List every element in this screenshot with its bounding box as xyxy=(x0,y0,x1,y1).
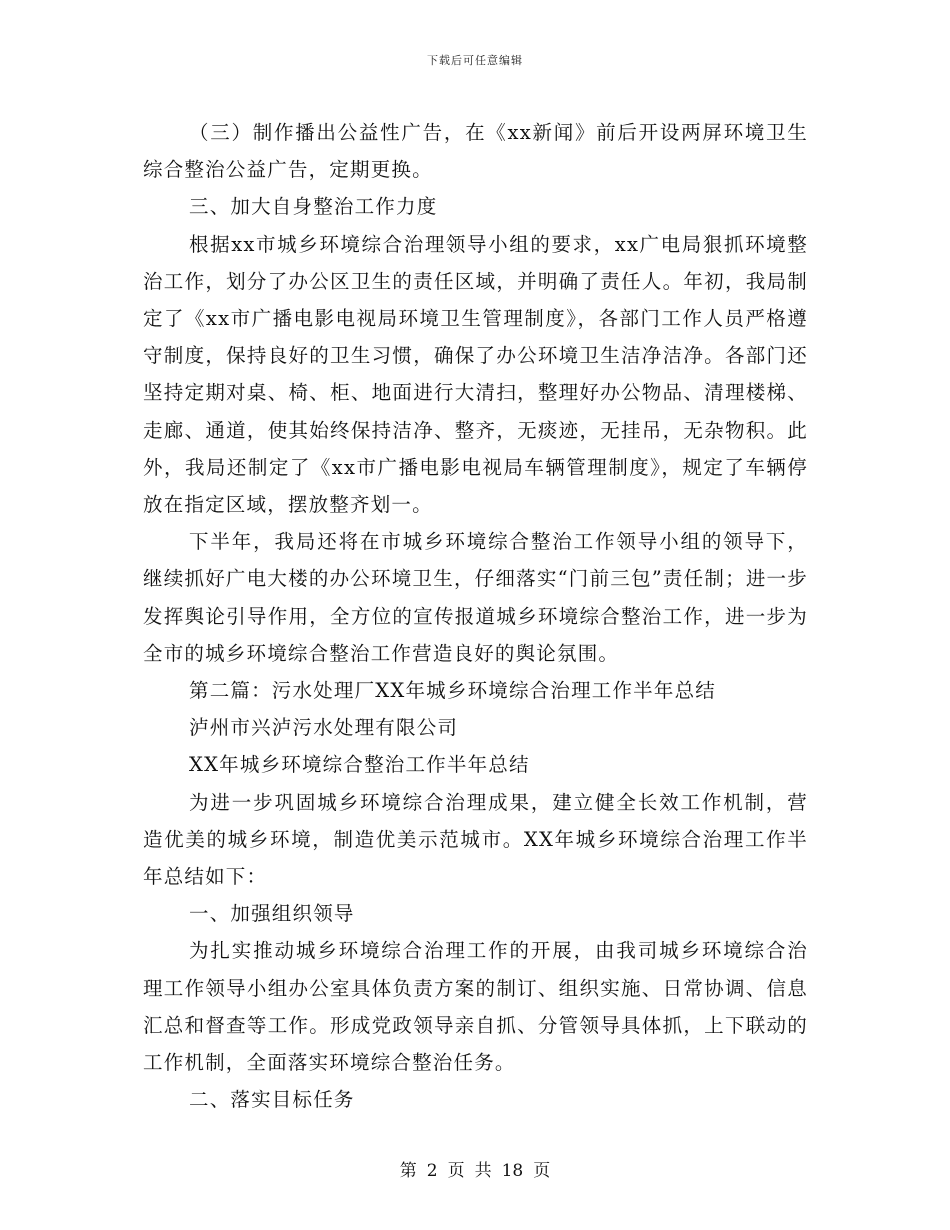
article-title: 第二篇：污水处理厂XX年城乡环境综合治理工作半年总结 xyxy=(189,679,716,703)
report-title: XX年城乡环境综合整治工作半年总结 xyxy=(189,753,530,777)
paragraph: （三）制作播出公益性广告，在《xx新闻》前后开设两屏环境卫生综合整治公益广告，定期更换。 xyxy=(143,121,808,182)
paragraph: 为扎实推动城乡环境综合治理工作的开展，由我司城乡环境综合治理工作领导小组办公室具体负责方案的制订、组织实施、日常协调、信息汇总和督查等工作。形成党政领导亲自抓、分管领导具体抓，上下联动的工作机制，全面落实环境综合整治任务。 xyxy=(143,939,808,1075)
total-page-count: 18 xyxy=(501,1161,524,1181)
paragraph: 根据xx市城乡环境综合治理领导小组的要求，xx广电局狠抓环境整治工作，划分了办公区卫生的责任区域，并明确了责任人。年初，我局制定了《xx市广播电影电视局环境卫生管理制度》，各部门工作人员严格遵守制度，保持良好的卫生习惯，确保了办公环境卫生洁净洁净。各部门还坚持定期对桌、椅、柜、地面进行大清扫，整理好办公物品、清理楼梯、走廊、通道，使其始终保持洁净、整齐，无痰迹，无挂吊，无杂物积。此外，我局还制定了《xx市广播电影电视局车辆管理制度》，规定了车辆停放在指定区域，摆放整齐划一。 xyxy=(143,232,808,517)
current-page-number: 2 xyxy=(426,1161,438,1181)
paragraph: 为进一步巩固城乡环境综合治理成果，建立健全长效工作机制，营造优美的城乡环境，制造优美示范城市。XX年城乡环境综合治理工作半年总结如下： xyxy=(143,790,808,889)
page-header: 下载后可任意编辑 xyxy=(427,54,523,67)
footer-total-word: 共 xyxy=(474,1161,492,1181)
organization-name: 泸州市兴泸污水处理有限公司 xyxy=(189,716,459,740)
section-heading: 一、加强组织领导 xyxy=(189,902,355,926)
paragraph: 下半年，我局还将在市城乡环境综合整治工作领导小组的领导下，继续抓好广电大楼的办公环境卫生，仔细落实“门前三包”责任制；进一步发挥舆论引导作用，全方位的宣传报道城乡环境综合整治工作，进一步为全市的城乡环境综合整治工作营造良好的舆论氛围。 xyxy=(143,530,808,665)
footer-suffix: 页 xyxy=(533,1161,551,1181)
section-heading: 二、落实目标任务 xyxy=(189,1088,355,1112)
footer-prefix: 第 xyxy=(399,1161,417,1181)
page-footer xyxy=(0,1156,950,1181)
section-heading: 三、加大自身整治工作力度 xyxy=(189,195,438,219)
footer-page-word: 页 xyxy=(447,1161,465,1181)
document-body xyxy=(143,114,808,1118)
